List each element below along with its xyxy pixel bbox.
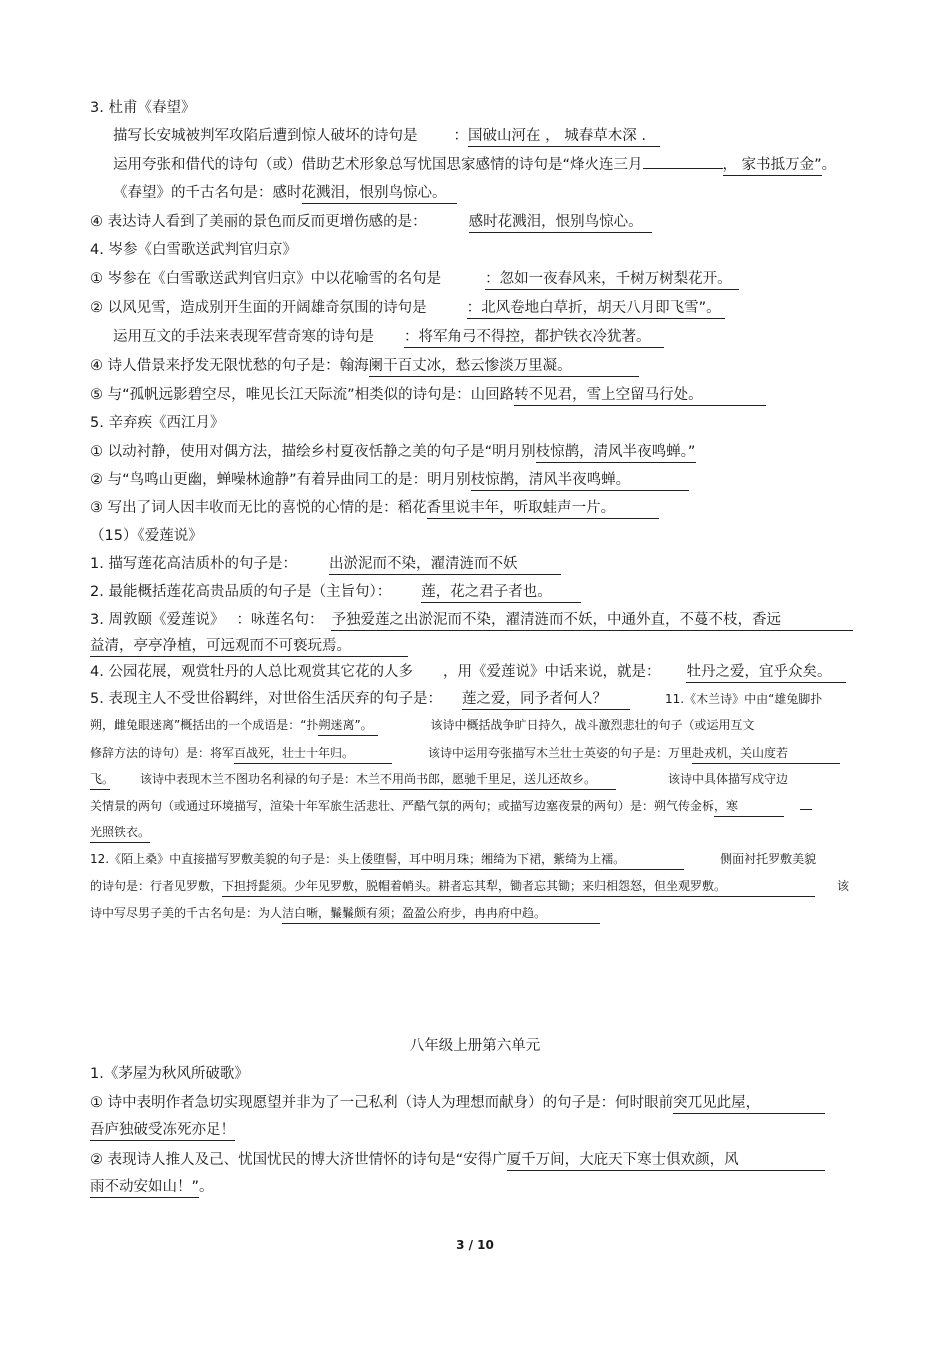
answer-text: 枝惊鹊，清风半夜鸣蝉。 [471, 471, 689, 491]
answer-text: 花溅泪，恨别鸟惊心。 [302, 184, 457, 204]
answer-text: ：将军角弓不得控，都护铁衣冷犹著。 [404, 328, 664, 348]
question-line: 飞。 该诗中表现木兰不图功名利禄的句子是：木兰不用尚书郎，愿驰千里足，送儿还故乡。 该诗中具体描写戍守边 [90, 770, 788, 790]
question-text: ② 表现诗人推人及己、忧国忧民的博大济世情怀的诗句是“安得广 [90, 1152, 507, 1168]
answer-text: 出淤泥而不染，濯清涟而不妖 [329, 555, 561, 575]
question-text: 《春望》的千古名句是：感时 [113, 185, 302, 201]
question-text: 4. 公园花展，观赏牡丹的人总比观赏其它花的人多 [90, 664, 413, 680]
question-text: 5. 表现主人不受世俗羁绊，对世俗生活厌弃的句子是： [90, 691, 442, 707]
question-text: ① 以动衬静，使用对偶方法，描绘乡村夏夜恬静之美的句子是“明月别 [90, 444, 536, 460]
answer-text: ：北风卷地白草折，胡天八月即飞雪”。 [467, 299, 725, 319]
answer-text: ：忽如一夜春风来，千树万树梨花开。 [485, 270, 739, 290]
section-heading: 3. 杜甫《春望》 [90, 100, 196, 116]
section-heading: （15）《爱莲说》 [90, 528, 203, 544]
section-heading: 1.《茅屋为秋风所破歌》 [90, 1066, 249, 1082]
question-line: 关情景的两句（或通过环境描写，渲染十年军旅生活悲壮、严酷气氛的两句；或描写边塞夜景的两句）是：朔气传金柝，寒 [90, 797, 812, 817]
question-text: 运用夸张和借代的诗句（或）借助艺术形象总写忧国思家感情的诗句是“烽火连三月 [113, 157, 643, 173]
question-text: 2. 最能概括莲花高贵品质的句子是（主旨句）： [90, 584, 392, 600]
answer-text: 莲之爱，同予者何人？ [462, 690, 630, 710]
answer-text: 枝惊鹊，清风半夜鸣蝉。” [536, 443, 696, 463]
question-line [90, 298, 725, 319]
answer-text: 厦千万间，大庇天下寒士俱欢颜，风 [507, 1151, 825, 1171]
answer-text: 朔迷离”。 [318, 716, 378, 736]
answer-text: 牡丹之爱，宜乎众矣。 [686, 663, 846, 683]
question-line [90, 442, 696, 463]
question-line: 运用夸张和借代的诗句（或）借助艺术形象总写忧国思家感情的诗句是“烽火连三月 ， 家书抵万金”。 [113, 155, 836, 176]
answer-text: ， 家书抵万金” [723, 156, 822, 176]
question-line [90, 470, 689, 491]
answer-text: 突兀见此屋， [673, 1094, 825, 1114]
question-line [113, 327, 664, 348]
question-line [90, 554, 561, 575]
question-line [113, 183, 457, 204]
question-line [90, 356, 639, 377]
question-line: 朔，雌兔眼迷离”概括出的一个成语是：“扑朔迷离”。 该诗中概括战争旷日持久，战斗激烈悲壮的句子（或运用互文 [90, 716, 754, 736]
answer-text: 百战死，壮士十年归。 [234, 744, 392, 764]
answer-text: 予独爱莲之出淤泥而不染，濯清涟而不妖，中通外直，不蔓不枝，香远 [331, 611, 853, 631]
answer-text: 阑干百丈冰，愁云惨淡万里凝。 [369, 357, 639, 377]
answer-text: ，寒 [714, 797, 784, 817]
question-line [90, 269, 739, 290]
answer-text: 转不见君，雪上空留马行处。 [514, 386, 766, 406]
question-text: ① 岑参在《白雪歌送武判官归京》中以花喻雪的名句是 [90, 271, 442, 287]
answer-text: 吾庐独破受冻死亦足！ [90, 1121, 235, 1141]
answer-text: 雨不动安如山！” [90, 1178, 199, 1198]
question-line: 修辞方法的诗句）是：将军百战死，壮士十年归。 该诗中运用夸张描写木兰壮士英姿的句子是：万里赴戎机，关山度若 [90, 744, 840, 764]
answer-text: 国破山河在 ， 城春草木深 . [468, 127, 660, 147]
question-line [90, 498, 659, 519]
section-heading: 4. 岑参《白雪歌送武判官归京》 [90, 242, 297, 258]
question-text: ② 与“鸟鸣山更幽，蝉噪林逾静”有着异曲同工的是：明月别 [90, 472, 471, 488]
answer-text: 赴戎机，关山度若 [692, 744, 840, 764]
question-text: 11.《木兰诗》中由“雄兔脚扑 [665, 692, 823, 706]
question-line [90, 1150, 825, 1171]
answer-text: 香里说丰年，听取蛙声一片。 [427, 499, 659, 519]
question-text: 1. 描写莲花高洁质朴的句子是： [90, 556, 297, 572]
question-line: 的诗句是：行者见罗敷，下担捋髭须。少年见罗敷，脱帽着帩头。耕者忘其犁，锄者忘其锄；来归相怨怒，但坐观罗敷。 该 [90, 877, 849, 897]
question-line [90, 385, 766, 406]
question-line [90, 212, 652, 233]
question-text: ① 诗中表明作者急切实现愿望并非为了一己私利（诗人为理想而献身）的句子是：何时眼前 [90, 1095, 674, 1111]
answer-text: 莲，花之君子者也。 [421, 583, 581, 603]
question-text: ④ 诗人借景来抒发无限忧愁的句子是：翰海 [90, 358, 369, 374]
question-line [90, 582, 581, 603]
unit-title: 八年级上册第六单元 [409, 1038, 541, 1054]
question-text: 运用互文的手法来表现军营奇寒的诗句是 [113, 329, 374, 345]
answer-text: 下担捋髭须。少年见罗敷，脱帽着帩头。耕者忘其犁，锄者忘其锄；来归相怨怒，但坐观罗敷。 [222, 877, 815, 897]
question-line: 描写长安城被判军攻陷后遭到惊人破坏的诗句是 ：国破山河在 ， 城春草木深 . [113, 126, 660, 147]
section-heading: 5. 辛弃疾《西江月》 [90, 415, 225, 431]
question-line [90, 1093, 825, 1114]
page-number: 3 / 10 [456, 1238, 494, 1252]
answer-text: 不用尚书郎，愿驰千里足，送儿还故乡。 [380, 770, 616, 790]
question-text: ④ 表达诗人看到了美丽的景色而反而更增伤感的是： [90, 214, 427, 230]
answer-text: 洁白晰，鬑鬑颇有须；盈盈公府步，冉冉府中趋。 [282, 904, 600, 924]
question-line: 12.《陌上桑》中直接描写罗敷美貌的句子是：头上倭堕髻，耳中明月珠；缃绮为下裙，紫绮为上襦。 侧面衬托罗敷美貌 [90, 850, 816, 870]
answer-text: 倭堕髻，耳中明月珠；缃绮为下裙，紫绮为上襦。 [361, 850, 684, 870]
question-text: ③ 写出了词人因丰收而无比的喜悦的心情的是：稻花 [90, 500, 427, 516]
question-line [90, 823, 150, 843]
question-line [90, 689, 630, 710]
question-line: 3. 周敦颐《爱莲说》 ：咏莲名句： 予独爱莲之出淤泥而不染，濯清涟而不妖，中通外直，不蔓不枝，香远 [90, 610, 853, 631]
question-line [90, 1120, 235, 1141]
answer-text: 感时花溅泪，恨别鸟惊心。 [469, 213, 652, 233]
question-text: ② 以风见雪，造成别开生面的开阔雄奇氛围的诗句是 [90, 300, 427, 316]
question-text: ⑤ 与“孤帆远影碧空尽，唯见长江天际流”相类似的诗句是：山回路 [90, 387, 515, 403]
question-line: 雨不动安如山！”。 [90, 1177, 214, 1198]
answer-text: 益清，亭亭净植，可远观而不可亵玩焉。 [90, 637, 408, 657]
question-text: 描写长安城被判军攻陷后遭到惊人破坏的诗句是 [113, 128, 418, 144]
question-line: 诗中写尽男子美的千古名句是：为人洁白晰，鬑鬑颇有须；盈盈公府步，冉冉府中趋。 [90, 904, 600, 924]
question-line [90, 636, 408, 657]
question-text: 3. 周敦颐《爱莲说》 [90, 612, 225, 628]
answer-text: 光照铁衣。 [90, 823, 150, 843]
question-line: 4. 公园花展，观赏牡丹的人总比观赏其它花的人多 ，用《爱莲说》中话来说，就是： 牡丹之爱，宜乎众矣。 [90, 662, 846, 683]
